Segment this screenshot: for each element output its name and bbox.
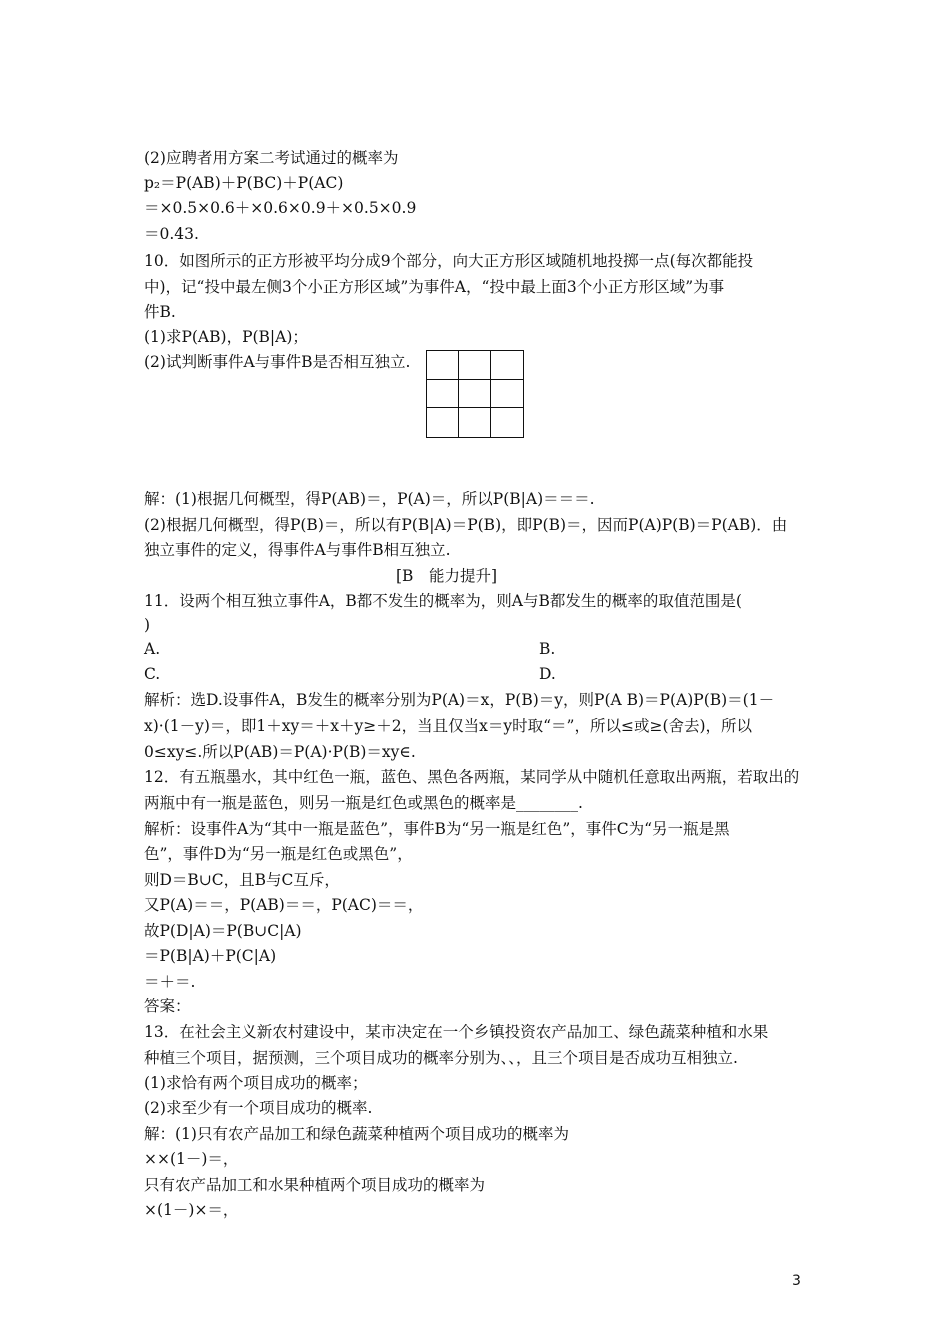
grid-cell xyxy=(427,351,459,380)
text-line: ＝×0.5×0.6＋×0.6×0.9＋×0.5×0.9 xyxy=(144,199,417,217)
grid-cell xyxy=(459,380,491,409)
text-line: A. xyxy=(144,640,161,658)
text-line: p₂＝P(AB)＋P(BC)＋P(AC) xyxy=(144,174,344,192)
text-line: ＝0.43. xyxy=(144,225,199,243)
text-line: 只有农产品加工和水果种植两个项目成功的概率为 xyxy=(144,1176,486,1194)
text-line: 又P(A)＝＝，P(AB)＝＝，P(AC)＝＝， xyxy=(144,896,424,914)
text-line: 解析：设事件A为“其中一瓶是蓝色”，事件B为“另一瓶是红色”，事件C为“另一瓶是黑 xyxy=(144,820,730,838)
text-line: 11．设两个相互独立事件A，B都不发生的概率为，则A与B都发生的概率的取值范围是( xyxy=(144,592,742,610)
text-line: 独立事件的定义，得事件A与事件B相互独立. xyxy=(144,541,451,559)
text-line: 两瓶中有一瓶是蓝色，则另一瓶是红色或黑色的概率是________. xyxy=(144,794,583,812)
text-line: C. xyxy=(144,665,161,683)
text-line: 12．有五瓶墨水，其中红色一瓶，蓝色、黑色各两瓶，某同学从中随机任意取出两瓶，若取出的 xyxy=(144,768,800,786)
text-line: 13．在社会主义新农村建设中，某市决定在一个乡镇投资农产品加工、绿色蔬菜种植和水果 xyxy=(144,1023,769,1041)
text-line: [B 能力提升] xyxy=(396,567,497,585)
nine-square-grid-figure xyxy=(426,350,524,438)
option-b: B. xyxy=(539,640,556,658)
text-line: 解：(1)根据几何概型，得P(AB)＝，P(A)＝，所以P(B|A)＝＝＝. xyxy=(144,490,595,508)
text-line: 则D＝B∪C，且B与C互斥， xyxy=(144,871,340,889)
text-line: x)·(1－y)＝，即1＋xy＝＋x＋y≥＋2，当且仅当x＝y时取“＝”，所以≤或≥(舍去)，所以 xyxy=(144,717,753,735)
text-line: ×(1－)×＝， xyxy=(144,1201,239,1219)
text-line: ＝P(B|A)＋P(C|A) xyxy=(144,947,277,965)
text-line: (2)试判断事件A与事件B是否相互独立. xyxy=(144,353,411,371)
text-line: 0≤xy≤.所以P(AB)＝P(A)·P(B)＝xy∈. xyxy=(144,743,416,761)
text-line: (2)求至少有一个项目成功的概率. xyxy=(144,1099,373,1117)
grid-cell xyxy=(491,408,523,437)
text-line: (2)根据几何概型，得P(B)＝，所以有P(B|A)＝P(B)，即P(B)＝，因而P(A)P(B)＝P(AB)．由 xyxy=(144,516,788,534)
text-line: (2)应聘者用方案二考试通过的概率为 xyxy=(144,149,399,167)
text-line: ＝＋＝. xyxy=(144,973,196,991)
text-line: 件B. xyxy=(144,303,176,321)
text-line: 故P(D|A)＝P(B∪C|A) xyxy=(144,922,302,940)
text-line: (1)求P(AB)，P(B|A)； xyxy=(144,328,308,346)
text-line: 解析：选D.设事件A，B发生的概率分别为P(A)＝x，P(B)＝y，则P(A B)＝P(A)P(B)＝(1－ xyxy=(144,691,775,709)
grid-cell xyxy=(459,351,491,380)
text-line: 中)，记“投中最左侧3个小正方形区域”为事件A，“投中最上面3个小正方形区域”为事 xyxy=(144,278,725,296)
grid-cell xyxy=(427,380,459,409)
grid-cell xyxy=(491,380,523,409)
text-line: 色”，事件D为“另一瓶是红色或黑色”， xyxy=(144,845,413,863)
option-d: D. xyxy=(539,665,556,683)
text-line: 10．如图所示的正方形被平均分成9个部分，向大正方形区域随机地投掷一点(每次都能投 xyxy=(144,252,754,270)
grid-cell xyxy=(491,351,523,380)
text-line: 解：(1)只有农产品加工和绿色蔬菜种植两个项目成功的概率为 xyxy=(144,1125,569,1143)
grid-cell xyxy=(427,408,459,437)
page-number: 3 xyxy=(792,1273,801,1289)
text-line: 答案： xyxy=(144,997,191,1015)
text-line: (1)求恰有两个项目成功的概率； xyxy=(144,1074,368,1092)
text-line: ) xyxy=(144,616,151,634)
text-line: 种植三个项目，据预测，三个项目成功的概率分别为、、，且三个项目是否成功互相独立. xyxy=(144,1049,738,1067)
text-line: ××(1－)＝， xyxy=(144,1150,239,1168)
grid-cell xyxy=(459,408,491,437)
